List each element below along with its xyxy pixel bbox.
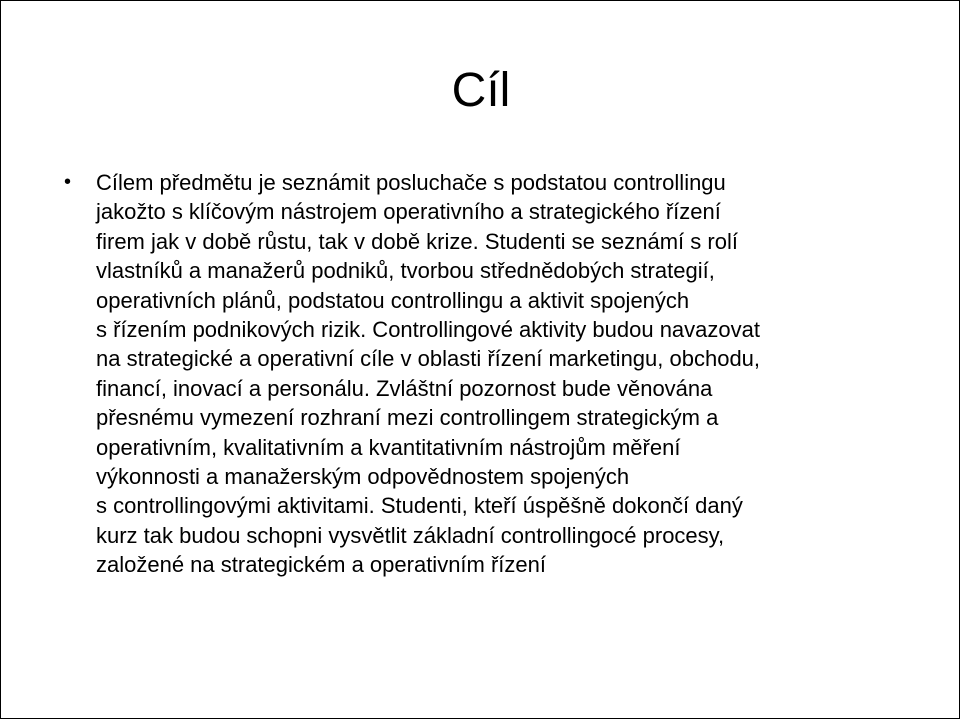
text-line-4: vlastníků a manažerů podniků, tvorbou střednědobých strategií, [96, 258, 715, 284]
bullet-text [96, 168, 911, 580]
text-line-10: operativním, kvalitativním a kvantitativním nástrojům měření [96, 434, 681, 460]
text-line-5: operativních plánů, podstatou controllingu a aktivit spojených [96, 287, 690, 313]
text-line-14: založené na strategickém a operativním řízení [96, 552, 547, 578]
text-line-6: s řízením podnikových rizik. Controllingové aktivity budou navazovat [96, 317, 760, 343]
bullet-marker: • [64, 171, 72, 193]
text-line-11: výkonnosti a manažerským odpovědnostem spojených [96, 464, 630, 490]
text-line-7: na strategické a operativní cíle v oblasti řízení marketingu, obchodu, [96, 346, 761, 372]
text-line-2: jakožto s klíčovým nástrojem operativního a strategického řízení [96, 199, 721, 225]
text-line-13: kurz tak budou schopni vysvětlit základní controllingocé procesy, [96, 522, 725, 548]
slide-title: Cíl [451, 64, 511, 117]
text-line-9: přesnému vymezení rozhraní mezi controllingem strategickým a [96, 405, 719, 431]
text-line-12: s controllingovými aktivitami. Studenti, kteří úspěšně dokončí daný [96, 493, 743, 519]
text-line-8: financí, inovací a personálu. Zvláštní pozornost bude věnována [96, 375, 713, 401]
text-line-3: firem jak v době růstu, tak v době krize. Studenti se seznámí s rolí [96, 228, 738, 254]
text-line-1: Cílem předmětu je seznámit posluchače s podstatou controllingu [96, 170, 726, 195]
bullet-list [1, 168, 960, 580]
bullet-item [1, 168, 960, 580]
